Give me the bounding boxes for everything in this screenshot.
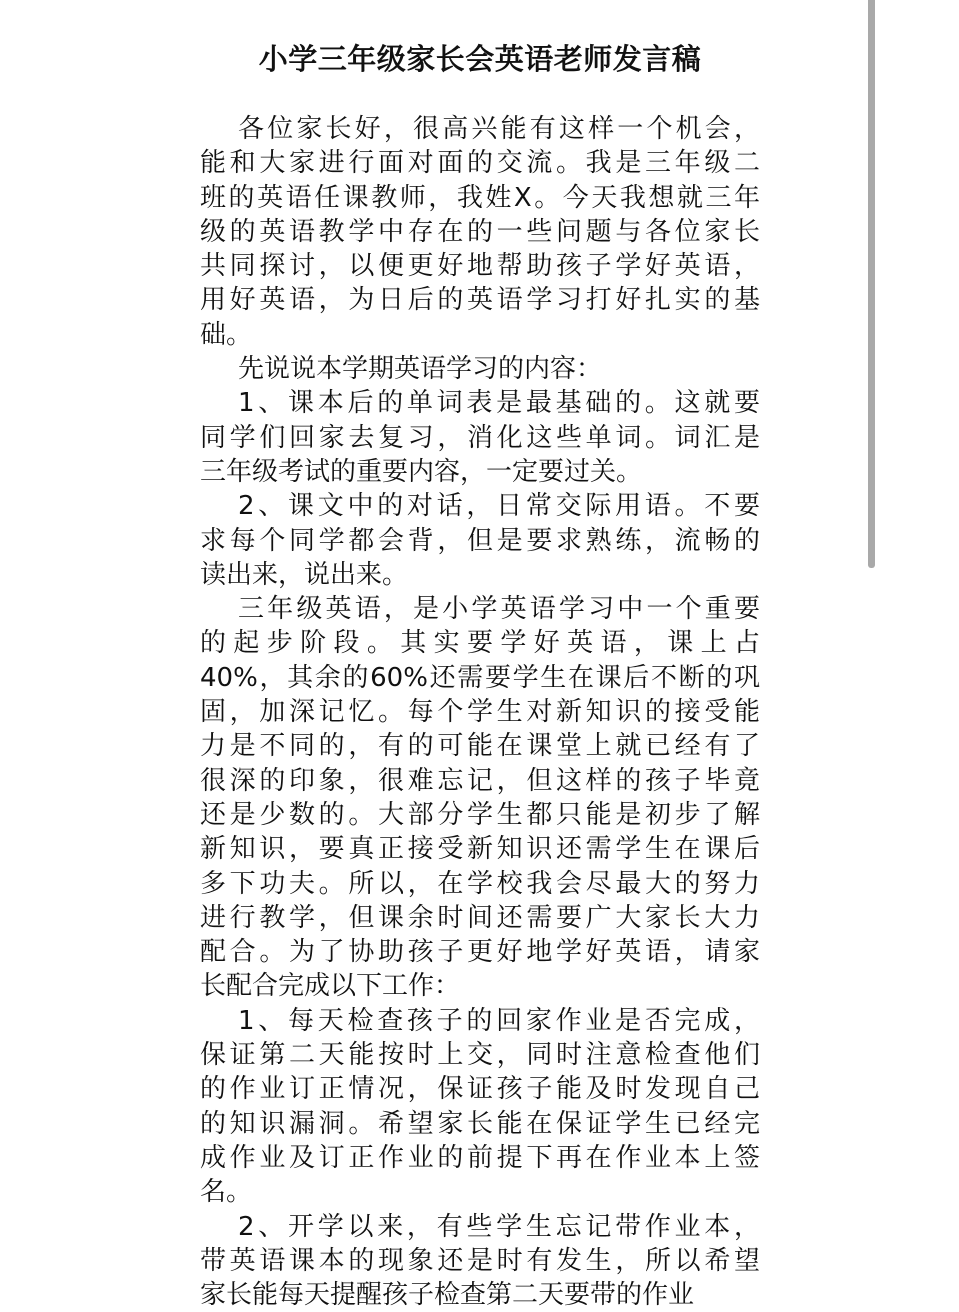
- paragraph-line: 共同探讨，以便更好地帮助孩子学好英语，: [200, 249, 760, 283]
- paragraph-line: 三年级英语，是小学英语学习中一个重要: [200, 592, 760, 626]
- document-page: [200, 34, 760, 1312]
- paragraph-line: 很深的印象，很难忘记，但这样的孩子毕竟: [200, 764, 760, 798]
- paragraph-line: 1、课本后的单词表是最基础的。这就要: [200, 386, 760, 420]
- document-body: [200, 112, 760, 1312]
- paragraph-line: 多下功夫。所以，在学校我会尽最大的努力: [200, 867, 760, 901]
- paragraph-line: 40%，其余的60%还需要学生在课后不断的巩: [200, 661, 760, 695]
- paragraph-line: 名。: [200, 1175, 760, 1209]
- paragraph-line: 长配合完成以下工作：: [200, 969, 760, 1003]
- paragraph: [200, 352, 760, 386]
- paragraph-line: 保证第二天能按时上交，同时注意检查他们: [200, 1038, 760, 1072]
- paragraph-line: 先说说本学期英语学习的内容：: [200, 352, 760, 386]
- paragraph-line: 三年级考试的重要内容，一定要过关。: [200, 455, 760, 489]
- paragraph-line: 1、每天检查孩子的回家作业是否完成，: [200, 1004, 760, 1038]
- paragraph-line: 能和大家进行面对面的交流。我是三年级二: [200, 146, 760, 180]
- paragraph-line: 还是少数的。大部分学生都只能是初步了解: [200, 798, 760, 832]
- paragraph-line: 家长能每天提醒孩子检查第二天要带的作业: [200, 1278, 760, 1312]
- paragraph-line: 2、开学以来，有些学生忘记带作业本，: [200, 1210, 760, 1244]
- paragraph-line: 力是不同的，有的可能在课堂上就已经有了: [200, 729, 760, 763]
- paragraph-line: 固，加深记忆。每个学生对新知识的接受能: [200, 695, 760, 729]
- paragraph: [200, 1004, 760, 1210]
- paragraph-line: 新知识，要真正接受新知识还需学生在课后: [200, 832, 760, 866]
- paragraph-line: 配合。为了协助孩子更好地学好英语，请家: [200, 935, 760, 969]
- paragraph-line: 的起步阶段。其实要学好英语，课上占: [200, 626, 760, 660]
- document-title: 小学三年级家长会英语老师发言稿: [200, 34, 760, 84]
- paragraph-line: 求每个同学都会背，但是要求熟练，流畅的: [200, 524, 760, 558]
- paragraph-line: 进行教学，但课余时间还需要广大家长大力: [200, 901, 760, 935]
- paragraph: [200, 592, 760, 1004]
- paragraph-line: 础。: [200, 318, 760, 352]
- paragraph: [200, 112, 760, 352]
- paragraph-line: 成作业及订正作业的前提下再在作业本上签: [200, 1141, 760, 1175]
- paragraph-line: 级的英语教学中存在的一些问题与各位家长: [200, 215, 760, 249]
- paragraph: [200, 386, 760, 489]
- paragraph-line: 的知识漏洞。希望家长能在保证学生已经完: [200, 1107, 760, 1141]
- paragraph-line: 班的英语任课教师，我姓X。今天我想就三年: [200, 181, 760, 215]
- paragraph-line: 读出来，说出来。: [200, 558, 760, 592]
- paragraph-line: 带英语课本的现象还是时有发生，所以希望: [200, 1244, 760, 1278]
- paragraph-line: 2、课文中的对话，日常交际用语。不要: [200, 489, 760, 523]
- paragraph-line: 同学们回家去复习，消化这些单词。词汇是: [200, 421, 760, 455]
- paragraph-line: 用好英语，为日后的英语学习打好扎实的基: [200, 283, 760, 317]
- paragraph: [200, 1210, 760, 1312]
- paragraph-line: 各位家长好，很高兴能有这样一个机会，: [200, 112, 760, 146]
- paragraph-line: 的作业订正情况，保证孩子能及时发现自己: [200, 1072, 760, 1106]
- vertical-scrollbar[interactable]: [868, 0, 875, 568]
- paragraph: [200, 489, 760, 592]
